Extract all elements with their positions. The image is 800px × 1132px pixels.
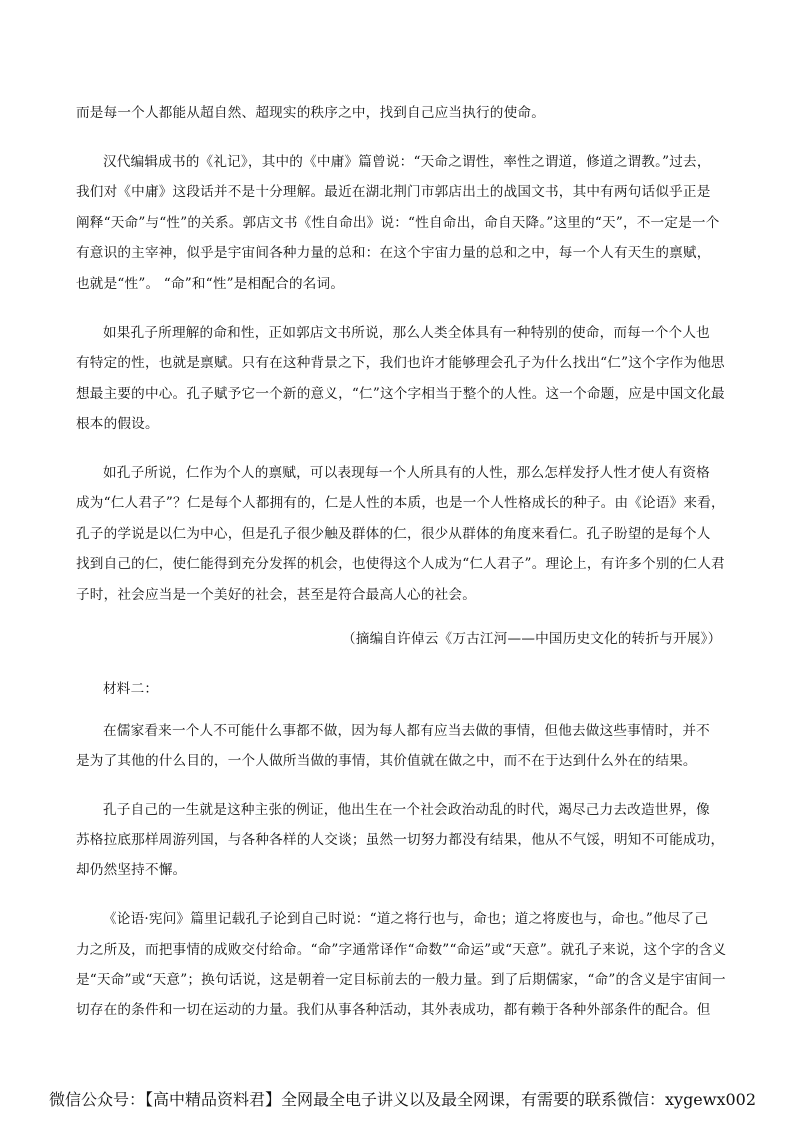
- text-line: 在儒家看来一个人不可能什么事都不做，因为每人都有应当去做的事情，但他去做这些事情时，并不: [103, 723, 710, 739]
- text-line: 如孔子所说，仁作为个人的禀赋，可以表现每一个人所具有的人性，那么怎样发抒人性才使人有资格: [103, 465, 710, 481]
- text-line: 是“天命”或“天意”；换句话说，这是朝着一定目标前去的一般力量。到了后期儒家，“命”的含义是宇宙间一: [76, 972, 726, 988]
- text-line: 有特定的性，也就是禀赋。只有在这种背景之下，我们也许才能够理会孔子为什么找出“仁”这个字作为他思: [76, 355, 725, 371]
- text-line: 孔子的学说是以仁为中心，但是孔子很少触及群体的仁，很少从群体的角度来看仁。孔子盼望的是每个人: [76, 526, 711, 542]
- text-line: 汉代编辑成书的《礼记》，其中的《中庸》篇曾说：“天命之谓性，率性之谓道，修道之谓教。”过去，: [103, 154, 711, 170]
- section-heading: 材料二：: [103, 681, 159, 697]
- text-line: 切存在的条件和一切在运动的力量。我们从事各种活动，其外表成功，都有赖于各种外部条件的配合。但: [76, 1002, 711, 1018]
- text-line: 子时，社会应当是一个美好的社会，甚至是符合最高人心的社会。: [76, 587, 477, 603]
- text-line: 苏格拉底那样周游列国，与各种各样的人交谈；虽然一切努力都没有结果，他从不气馁，明知不可能成功，: [76, 832, 725, 848]
- text-line: 根本的假设。: [76, 416, 159, 432]
- text-line: 我们对《中庸》这段话并不是十分理解。最近在湖北荆门市郭店出土的战国文书，其中有两句话似乎正是: [76, 184, 711, 200]
- text-line: 《论语·宪问》篇里记载孔子论到自己时说：“道之将行也与，命也；道之将废也与，命也。”他尽了己: [103, 911, 709, 927]
- text-line: 却仍然坚持不懈。: [76, 862, 187, 878]
- text-line: 阐释“天命”与“性”的关系。郭店文书《性自命出》说：“性自命出，命自天降。”这里的“天”，不一定是一个: [76, 215, 720, 231]
- text-line: 找到自己的仁，使仁能得到充分发挥的机会，也使得这个人成为“仁人君子”。理论上，有许多个别的仁人君: [76, 556, 725, 572]
- text-line: 是为了其他的什么目的，一个人做所当做的事情，其价值就在做之中，而不在于达到什么外在的结果。: [76, 753, 697, 769]
- text-line: 如果孔子所理解的命和性，正如郭店文书所说，那么人类全体具有一种特别的使命，而每一个个人也: [103, 325, 710, 341]
- text-line: 也就是“性”。 “命”和“性”是相配合的名词。: [76, 276, 345, 292]
- text-line: 成为“仁人君子”？仁是每个人都拥有的，仁是人性的本质，也是一个人性格成长的种子。由《论语》来看，: [76, 495, 725, 511]
- footer-promo-text: 微信公众号：【高中精品资料君】全网最全电子讲义以及最全网课，有需要的联系微信：xygewx002: [49, 1090, 757, 1109]
- text-line: 而是每一个人都能从超自然、超现实的秩序之中，找到自己应当执行的使命。: [76, 105, 545, 121]
- text-line: 力之所及，而把事情的成败交付给命。“命”字通常译作“命数”“命运”或“天意”。就孔子来说，这个字的含义: [76, 942, 727, 958]
- text-line: 孔子自己的一生就是这种主张的例证，他出生在一个社会政治动乱的时代，竭尽己力去改造世界，像: [103, 802, 710, 818]
- text-line: 有意识的主宰神，似乎是宇宙间各种力量的总和：在这个宇宙力量的总和之中，每一个人有天生的禀赋，: [76, 245, 711, 261]
- text-line: 想最主要的中心。孔子赋予它一个新的意义，“仁”这个字相当于整个的人性。这一个命题，应是中国文化最: [76, 386, 725, 402]
- source-citation: （摘编自许倬云《万古江河——中国历史文化的转折与开展》）: [342, 631, 722, 647]
